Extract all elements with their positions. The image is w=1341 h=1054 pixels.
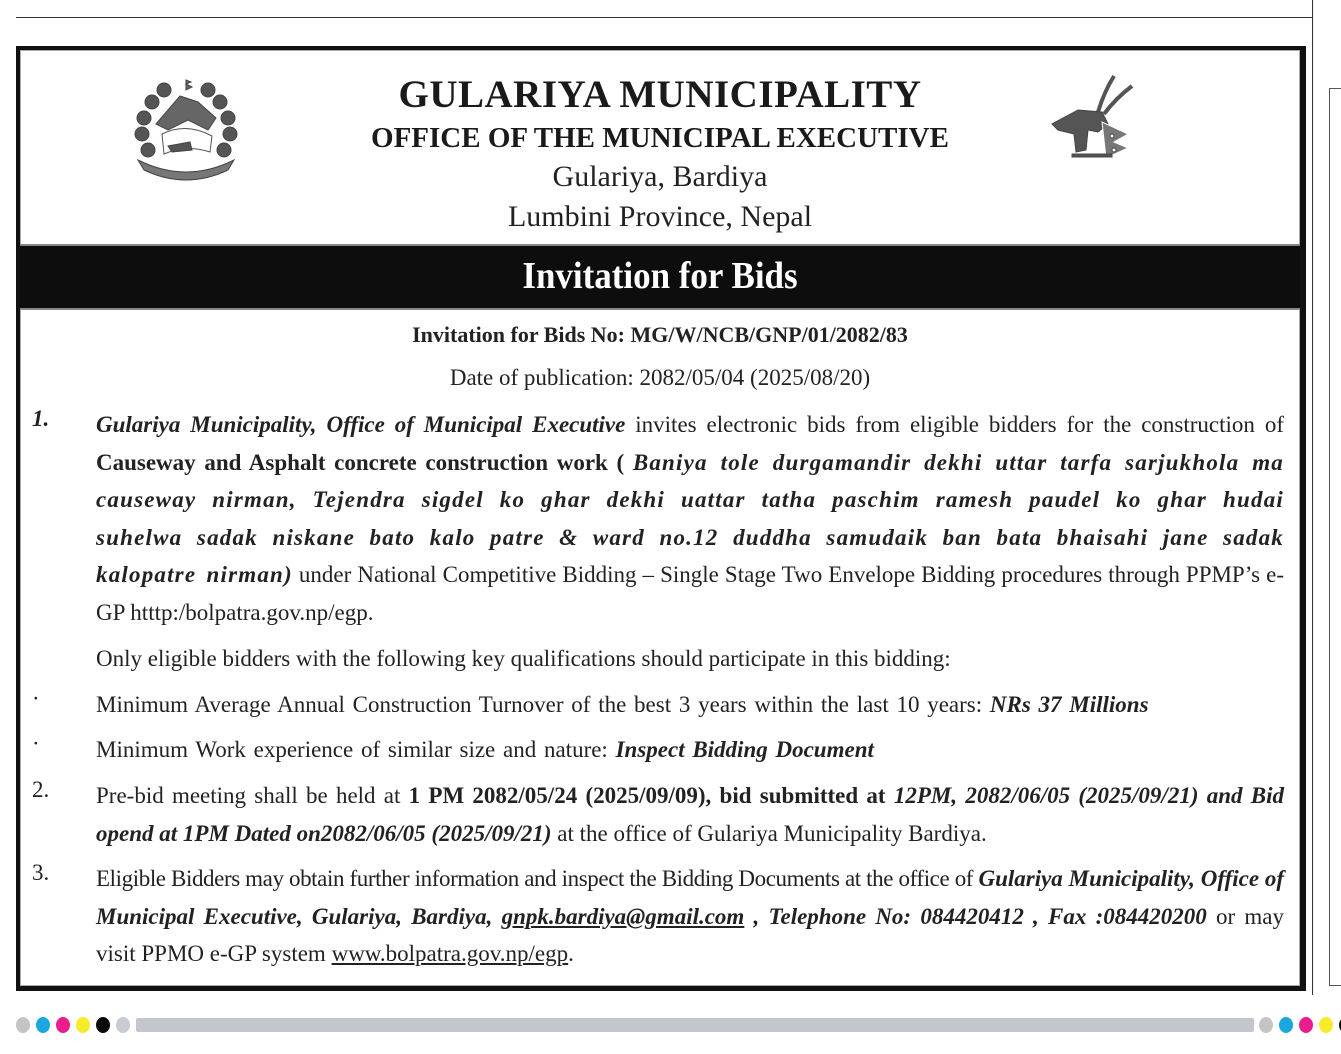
registration-dot-cyan-right bbox=[1279, 1017, 1293, 1033]
issuer-name: Gulariya Municipality, Office of Municipal Executive bbox=[96, 412, 626, 437]
registration-dot-black bbox=[96, 1017, 110, 1033]
registration-bar bbox=[136, 1018, 1254, 1032]
registration-dot-magenta bbox=[56, 1017, 70, 1033]
registration-dot-light bbox=[116, 1017, 130, 1033]
office-name: OFFICE OF THE MUNICIPAL EXECUTIVE bbox=[371, 122, 949, 154]
qualification-1-value: NRs 37 Millions bbox=[989, 692, 1149, 717]
top-rule bbox=[16, 17, 1313, 18]
item-2-text-a: Pre-bid meeting shall be held at bbox=[96, 783, 409, 808]
item-3-paragraph bbox=[96, 860, 1284, 973]
item-1-text-a: invites electronic bids from eligible bidders for the construction of bbox=[625, 412, 1284, 437]
item-number-3: 3. bbox=[32, 860, 50, 885]
adjacent-column-edge bbox=[1329, 88, 1341, 986]
municipality-name: GULARIYA MUNICIPALITY bbox=[398, 73, 922, 116]
item-number-1: 1. bbox=[32, 406, 50, 431]
item-1-paragraph bbox=[96, 406, 1284, 631]
registration-dot-gray-right bbox=[1259, 1017, 1273, 1033]
telephone-fax: , Telephone No: 084420412 , Fax :084420200 bbox=[744, 903, 1207, 929]
office-address: Gulariya Municipality, Office of Municipal Executive, Gulariya, Bardiya, bbox=[96, 866, 1284, 929]
item-number-2: 2. bbox=[32, 777, 50, 802]
work-name: Causeway and Asphalt concrete construction work bbox=[96, 449, 608, 475]
blackbuck-logo-icon bbox=[1048, 72, 1144, 168]
bid-submission-opening: 12PM, 2082/06/05 (2025/09/21) and Bid opend at 1PM Dated on2082/06/05 (2025/09/21) bbox=[96, 783, 1284, 846]
registration-dot-magenta-right bbox=[1299, 1017, 1313, 1033]
notice-header bbox=[20, 50, 1300, 244]
title-banner bbox=[20, 244, 1300, 310]
qualification-2 bbox=[96, 731, 1284, 769]
qualification-1-text: Minimum Average Annual Construction Turnover of the best 3 years within the last 10 years: bbox=[96, 692, 990, 717]
work-detail: Baniya tole durgamandir dekhi uttar tarfa sarjukhola ma causeway nirman, Tejendra sigdel ko ghar dekhi uattar tatha paschim ramesh paudel ko ghar hudai suhelwa sadak niskane bato kalo patre & ward no.12 duddha samudaik ban bata bhaisahi jane sadak kalopatre nirman) bbox=[96, 449, 1284, 587]
item-3-text-b: or may visit PPMO e-GP system bbox=[96, 903, 1285, 966]
prebid-meeting-date: 1 PM 2082/05/24 (2025/09/09), bid submitted at bbox=[408, 783, 894, 808]
location-district: Gulariya, Bardiya bbox=[552, 160, 768, 193]
website-link[interactable]: www.bolpatra.gov.np/egp bbox=[331, 941, 569, 966]
banner-title: Invitation for Bids bbox=[522, 255, 798, 297]
registration-dot-yellow-right bbox=[1319, 1017, 1333, 1033]
item-2-paragraph bbox=[96, 777, 1284, 852]
qualification-1 bbox=[96, 686, 1284, 724]
ifb-number: Invitation for Bids No: MG/W/NCB/GNP/01/2082/83 bbox=[412, 322, 908, 347]
registration-dot-cyan bbox=[36, 1017, 50, 1033]
print-registration-marks bbox=[0, 1015, 1341, 1039]
item-1-text-b: ( bbox=[607, 449, 633, 475]
item-2-text-b: at the office of Gulariya Municipality Bardiya. bbox=[551, 820, 987, 846]
publication-date: Date of publication: 2082/05/04 (2025/08/20) bbox=[449, 365, 871, 390]
email-link[interactable]: gnpk.bardiya@gmail.com bbox=[501, 903, 745, 929]
registration-dot-gray bbox=[16, 1017, 30, 1033]
qualification-2-value: Inspect Bidding Document bbox=[615, 737, 874, 762]
qualification-bullet-1: · bbox=[32, 686, 40, 711]
column-divider bbox=[1312, 0, 1313, 995]
notice-frame bbox=[16, 46, 1306, 991]
item-3-text-c: . bbox=[568, 941, 574, 966]
registration-dot-yellow bbox=[76, 1017, 90, 1033]
item-3-text-a: Eligible Bidders may obtain further information and inspect the Bidding Documents at the office of bbox=[96, 866, 979, 891]
item-1-text-c: under National Competitive Bidding – Single Stage Two Envelope Bidding procedures through PPMP’s e-GP htttp:/bolpatra.gov.np/egp. bbox=[96, 562, 1284, 625]
qualifications-intro: Only eligible bidders with the following key qualifications should participate in this bidding: bbox=[96, 646, 951, 671]
qualification-bullet-2: · bbox=[32, 731, 40, 756]
location-province: Lumbini Province, Nepal bbox=[507, 200, 813, 233]
qualification-2-text: Minimum Work experience of similar size and nature: bbox=[96, 737, 616, 762]
